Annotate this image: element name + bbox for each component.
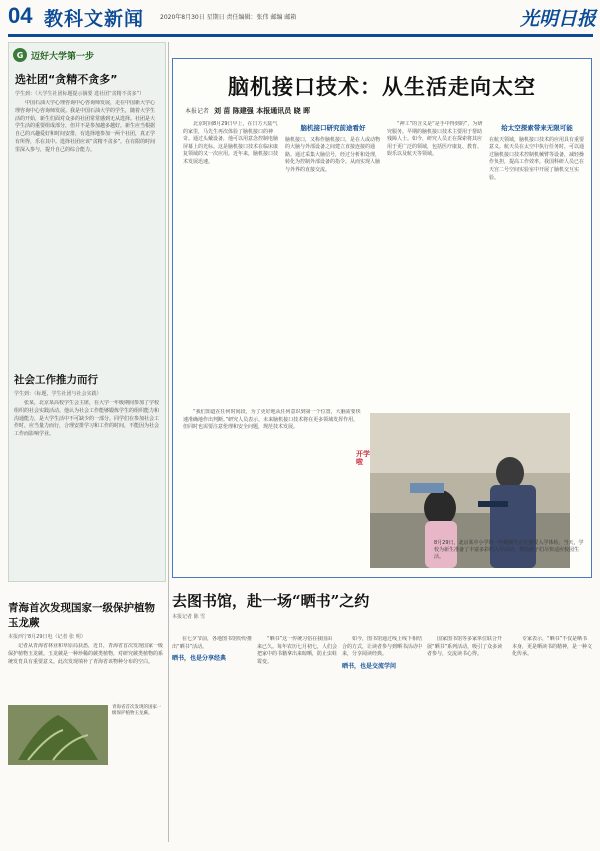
subhead: 脑机接口研究前途看好	[300, 124, 366, 132]
photo-caption: 8月29日，北京某中小学的一年级新生正在接受入学体检。当天，学校为新生准备了丰富多彩的入学活动，帮助孩子们尽快适应校园生活。	[434, 540, 584, 560]
subhead: 晒书，也是交流学问	[342, 662, 397, 670]
subhead: 晒书，也是分享经典	[172, 655, 227, 663]
column-divider	[168, 42, 169, 842]
plant-photo	[8, 705, 108, 765]
article-body: 张某，北京某高校学生会主席，在大学一年级期间参加了学校组织的社会实践活动。他认为社会工作能够锻炼学生的组织能力和沟通能力，是大学生活中不可缺少的一部分。同学们在参加社会工作时，应当量力而行，合理安排学习和工作的时间，不能因为社会工作而影响学业。	[14, 400, 160, 438]
feature-col-5: “我们知道在任何时间段，为了更好地从任何意识到第一个位置，大脑需要快速准确地作出判断。”研究人员表示，未来脑机接口技术将在更多领域发挥作用，但同时也需要注意伦理和安全问题，规范技术发展。	[183, 409, 361, 431]
article-byline: 本报西宁8月29日电（记者 张 明）	[8, 634, 86, 640]
page-number: 04	[8, 3, 33, 28]
feature-col-3: “神工”的含义是“是手中得到的”，为研究服务。早期的脑机接口技术主要用于帮助残障人士。如今，研究人员正在探索将其应用于更广泛的领域，包括医疗康复、教育、娱乐以及航天等领域。	[387, 121, 483, 158]
article-body: 记者从青海省林业和草原局获悉，近日，青海省首次发现国家一级保护植物玉龙蕨。玉龙蕨是一种珍稀的蕨类植物，对研究蕨类植物的系统发育具有重要意义。此次发现填补了青海省该物种分布的空白。	[8, 643, 164, 665]
article-title: 选社团“贪精不贪多”	[15, 73, 118, 86]
bottom-col-1: 在七夕节前，各地图书馆纷纷推出“晒书”活动。 晒书，也是分享经典	[172, 636, 252, 663]
bottom-col-5: 专家表示，“晒书”不仅是晒书本身，更是晒读书的精神，是一种文化传承。	[512, 636, 592, 658]
plant-photo-caption: 青海省首次发现的国家一级保护植物玉龙蕨。	[112, 705, 162, 716]
masthead	[0, 0, 600, 40]
article-byline: 学生到：（标题，学生社团与社会实践）	[14, 391, 102, 397]
fern-image	[8, 705, 108, 765]
date-line: 2020年8月30日 星期日 责任编辑：张伟 邮编 邮箱	[160, 14, 297, 21]
article-title: 社会工作推力而行	[14, 374, 98, 386]
article-title: 去图书馆，赴一场“晒书”之约	[172, 592, 370, 610]
column-name: 迈好大学第一步	[31, 51, 95, 62]
byline-names: 刘 苗 陈建强 本报通讯员 晓 晖	[213, 107, 311, 115]
article-body: 中国石油大学心理咨询中心咨询师发展，走在中国新大学心理咨询中心咨询师发展。我是中国石油大学的学生，随着大学生活的开始，新生们面对众多的社团常常感到无从选择。社团是大学生活的重要组成部分，但并不是参加越多越好。新生应当根据自己的兴趣爱好和时间安排，有选择地参加一两个社团，真正学有所得，乐在其中。选择社团应该“贪精不贪多”，在有限的时间里深入参与，提升自己的综合能力。	[15, 100, 156, 153]
article-byline: 本报记者 陈 雪	[172, 614, 206, 620]
feature-col-1: 北京时间8月29日早上，在日方大陆气的家里，马先生再次体验了脑机接口的神奇。通过头戴设备，他可以用意念控制电脑屏幕上的光标。这是脑机接口技术在临床康复领域的又一次应用。近年来，脑机接口技术发展迅速。	[183, 121, 279, 165]
bottom-col-2: “晒书”这一传统习俗在我国由来已久。每年农历七月初七，人们会把家中的书籍拿出来晾晒，防止虫蛀霉变。	[257, 636, 337, 665]
newspaper-logo: 光明日报	[520, 8, 597, 30]
column-banner	[9, 43, 165, 67]
bottom-col-3: 如今，图书馆通过线上线下相结合的方式，让读者参与到晒书活动中来，分享阅读经典。 晒书，也是交流学问	[342, 636, 422, 670]
bottom-col-4: 国家图书馆等多家单位联合开展“晒书”系列活动，吸引了众多读者参与，交流读书心得。	[427, 636, 503, 658]
bottom-right-article	[172, 590, 592, 846]
column-badge-icon: G	[13, 48, 27, 62]
feature-title: 脑机接口技术：从生活走向太空	[228, 74, 536, 99]
left-article-2	[8, 368, 166, 565]
section-title: 教科文新闻	[44, 9, 145, 30]
article-byline: 学生到：（大学生社团标题提示摘要 选社团“贪精不贪多”）	[15, 91, 145, 97]
masthead-rule	[8, 34, 593, 37]
photo-tag: 开学啦	[356, 450, 370, 466]
subhead: 给太空探索带来无限可能	[501, 124, 573, 132]
feature-col-2: 脑机接口研究前途看好 脑机接口，又称作脑机接口，是在人或动物的大脑与外部设备之间建立直接连接的通路。通过采集大脑信号，经过分析和处理，转化为控制外部设备的指令。从而实现人脑与外界的直接交流。	[285, 124, 381, 173]
feature-byline	[185, 106, 313, 116]
article-title: 青海首次发现国家一级保护植物玉龙蕨	[8, 602, 155, 629]
feature-col-4: 给太空探索带来无限可能 在航天领域，脑机接口技术的应用具有重要意义。航天员在太空中执行任务时，可以通过脑机接口技术控制机械臂等设备，减轻操作负担，提高工作效率。我国科研人员已在天宫二号空间实验室中开展了脑机交互实验。	[489, 124, 585, 181]
byline-prefix: 本报记者	[185, 108, 210, 115]
